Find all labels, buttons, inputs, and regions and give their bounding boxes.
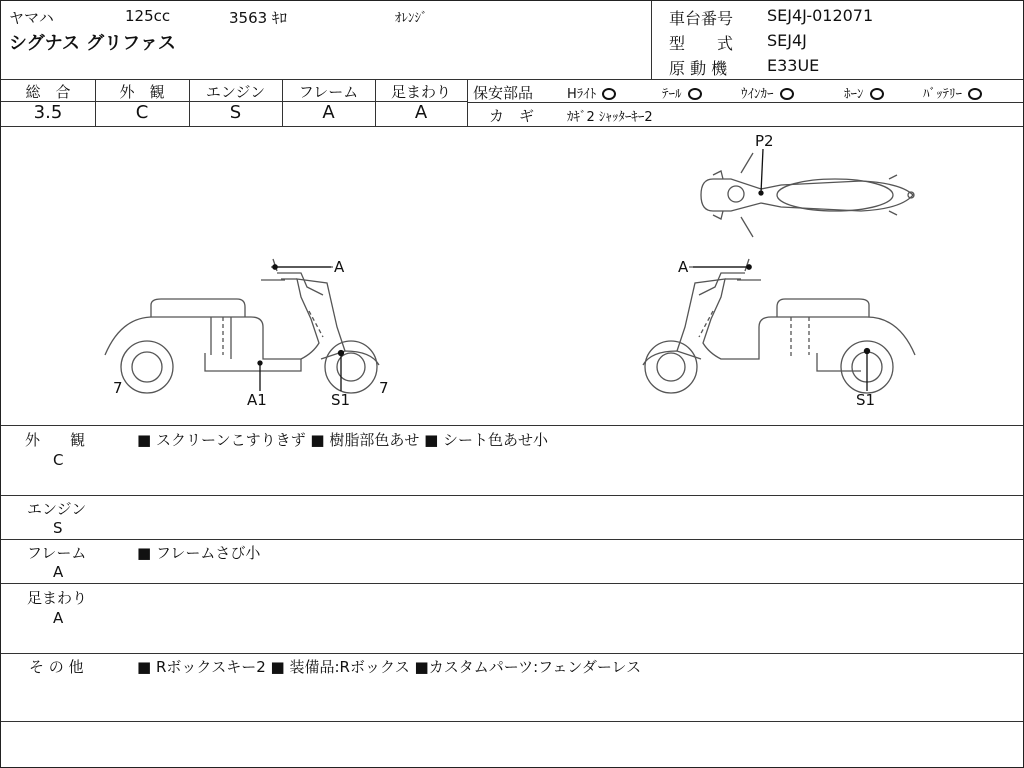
grade-label-engine: エンジン: [205, 83, 266, 101]
note-suspension-grade: A: [53, 609, 64, 627]
frame-no: SEJ4J-012071: [767, 6, 874, 25]
type-value: SEJ4J: [767, 31, 807, 50]
safety-item-battery: [923, 83, 982, 102]
note-frame-text: ■ フレームさび小: [137, 544, 261, 562]
label-right-s1: S1: [856, 391, 876, 409]
safety-item-winker: [741, 83, 794, 102]
safety-item-label: ﾎｰﾝ: [844, 87, 864, 102]
callout-p2-dot: [759, 191, 763, 195]
note-exterior-label: 外 観: [25, 431, 86, 449]
safety-item-label: ﾊﾞｯﾃﾘｰ: [923, 87, 962, 102]
note-exterior-text: ■ スクリーンこすりきず ■ 樹脂部色あせ ■ シート色あせ小: [137, 431, 549, 449]
label-left-7-front: 7: [113, 379, 123, 397]
ok-circle-icon: [968, 88, 982, 100]
ok-circle-icon: [780, 88, 794, 100]
note-engine-label: エンジン: [27, 500, 87, 518]
callout-right-a-dot: [747, 265, 751, 269]
callout-p2-line: [761, 149, 763, 193]
key-label: カ ギ: [489, 107, 535, 125]
scooter-right-view: [643, 259, 915, 393]
model-name: シグナス グリファス: [9, 33, 176, 54]
rule-notes-top: [1, 425, 1023, 426]
scooter-left-view: [105, 259, 379, 393]
rule-note-bottom: [1, 721, 1023, 722]
grade-value-suspension: A: [414, 102, 428, 123]
rule-note: [1, 495, 1023, 496]
safety-item-headlight: [567, 83, 616, 102]
label-right-a: A: [678, 258, 689, 276]
safety-mid-rule: [467, 102, 1023, 103]
mileage: 3563 ｷﾛ: [229, 9, 287, 27]
ok-circle-icon: [688, 88, 702, 100]
label-left-7-rear: 7: [379, 379, 389, 397]
safety-label: 保安部品: [473, 84, 534, 102]
safety-item-label: ｳｲﾝｶｰ: [741, 87, 774, 102]
frame-no-label: 車台番号: [669, 9, 734, 28]
note-suspension-label: 足まわり: [27, 589, 88, 607]
callout-right-s1-dot: [865, 349, 870, 354]
grade-label-exterior: 外 観: [119, 83, 165, 101]
grade-value-exterior: C: [135, 102, 149, 123]
key-value: ｶｷﾞ2 ｼｬｯﾀｰｷｰ2: [567, 110, 653, 125]
rule-grades-top: [1, 79, 1023, 80]
rule-note: [1, 653, 1023, 654]
damage-diagram: [1, 127, 1023, 425]
rule-note: [1, 539, 1023, 540]
maker: ヤマハ: [9, 9, 54, 27]
label-left-a: A: [334, 258, 345, 276]
color: ｵﾚﾝｼﾞ: [395, 11, 428, 26]
type-label: 型 式: [669, 34, 734, 53]
note-frame-grade: A: [53, 563, 64, 581]
note-engine-grade: S: [53, 519, 63, 537]
callout-left-a1-dot: [258, 361, 262, 365]
label-p2: P2: [755, 132, 774, 150]
label-left-s1: S1: [331, 391, 351, 409]
engine-value: E33UE: [767, 56, 820, 75]
grade-value-overall: 3.5: [33, 102, 63, 123]
ok-circle-icon: [870, 88, 884, 100]
note-other-label: そ の 他: [29, 658, 84, 676]
grade-value-frame: A: [322, 102, 335, 123]
label-left-a1: A1: [247, 391, 267, 409]
scooter-top-view: [701, 153, 914, 237]
header-divider: [651, 1, 652, 79]
ok-circle-icon: [602, 88, 616, 100]
rule-note: [1, 583, 1023, 584]
grade-value-engine: S: [229, 102, 242, 123]
displacement: 125cc: [125, 7, 171, 25]
note-exterior-grade: C: [53, 451, 64, 469]
safety-item-horn: [844, 83, 884, 102]
callout-left-s1-dot: [339, 351, 344, 356]
note-other-text: ■ Rボックスキー2 ■ 装備品:Rボックス ■カスタムパーツ:フェンダーレス: [137, 658, 642, 676]
engine-label: 原 動 機: [669, 59, 728, 78]
note-frame-label: フレーム: [27, 544, 87, 562]
callout-left-a-dot: [273, 265, 277, 269]
safety-item-label: ﾃｰﾙ: [662, 87, 682, 102]
grade-label-frame: フレーム: [298, 83, 359, 101]
grade-label-suspension: 足まわり: [390, 83, 451, 101]
grade-label-overall: 総 合: [25, 83, 71, 101]
safety-item-tail: [662, 83, 702, 102]
safety-item-label: Hﾗｲﾄ: [567, 87, 597, 102]
